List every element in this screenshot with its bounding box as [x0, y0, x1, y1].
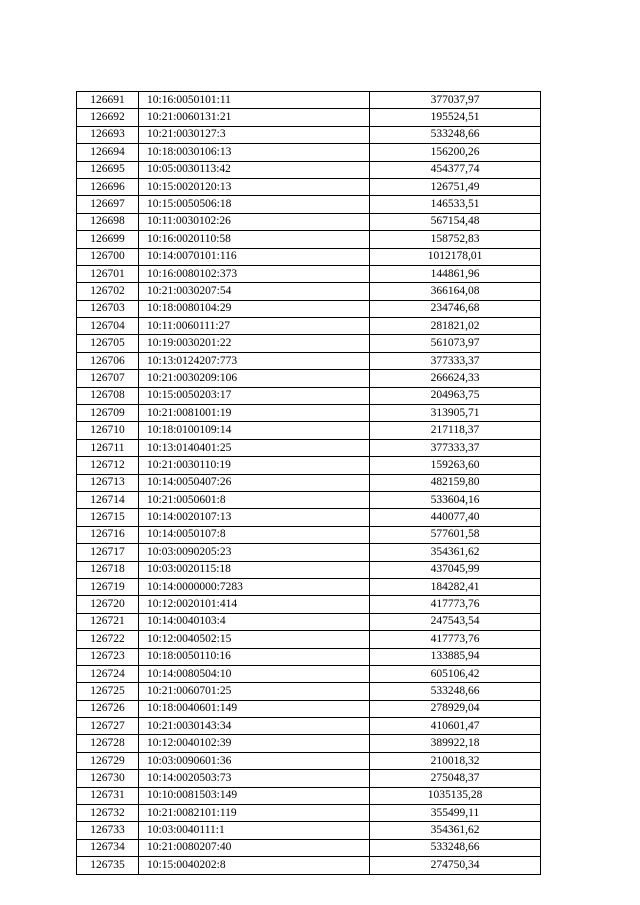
cadastral-number-cell: 10:05:0030113:42: [139, 161, 370, 178]
cadastral-number-cell: 10:21:0030110:19: [139, 457, 370, 474]
cadastral-value-cell: 266624,33: [370, 370, 541, 387]
cadastral-number-cell: 10:21:0080207:40: [139, 839, 370, 856]
cadastral-number-cell: 10:15:0050506:18: [139, 196, 370, 213]
table-row: [77, 387, 541, 404]
cadastral-value-cell: 377333,37: [370, 352, 541, 369]
cadastral-number-cell: 10:14:0040103:4: [139, 613, 370, 630]
row-number-cell: 126703: [77, 300, 139, 317]
row-number-cell: 126695: [77, 161, 139, 178]
row-number-cell: 126710: [77, 422, 139, 439]
cadastral-number-cell: 10:21:0030209:106: [139, 370, 370, 387]
cadastral-value-cell: 158752,83: [370, 231, 541, 248]
cadastral-number-cell: 10:16:0020110:58: [139, 231, 370, 248]
row-number-cell: 126713: [77, 474, 139, 491]
row-number-cell: 126730: [77, 770, 139, 787]
row-number-cell: 126714: [77, 491, 139, 508]
table-row: [77, 161, 541, 178]
cadastral-number-cell: 10:14:0020503:73: [139, 770, 370, 787]
row-number-cell: 126704: [77, 318, 139, 335]
table-row: [77, 561, 541, 578]
table-row: [77, 648, 541, 665]
cadastral-number-cell: 10:19:0030201:22: [139, 335, 370, 352]
table-row: [77, 109, 541, 126]
table-row: [77, 509, 541, 526]
cadastral-value-cell: 366164,08: [370, 283, 541, 300]
table-row: [77, 770, 541, 787]
cadastral-number-cell: 10:16:0050101:11: [139, 92, 370, 109]
cadastral-number-cell: 10:03:0090601:36: [139, 752, 370, 769]
row-number-cell: 126717: [77, 544, 139, 561]
table-row: [77, 596, 541, 613]
cadastral-value-cell: 437045,99: [370, 561, 541, 578]
table-body: [77, 92, 541, 875]
cadastral-value-cell: 567154,48: [370, 213, 541, 230]
cadastral-value-table: [76, 91, 541, 875]
table-row: [77, 318, 541, 335]
cadastral-value-cell: 605106,42: [370, 665, 541, 682]
table-row: [77, 683, 541, 700]
cadastral-number-cell: 10:15:0020120:13: [139, 178, 370, 195]
row-number-cell: 126693: [77, 126, 139, 143]
row-number-cell: 126716: [77, 526, 139, 543]
table-row: [77, 631, 541, 648]
row-number-cell: 126723: [77, 648, 139, 665]
table-row: [77, 283, 541, 300]
cadastral-number-cell: 10:18:0050110:16: [139, 648, 370, 665]
cadastral-number-cell: 10:21:0060131:21: [139, 109, 370, 126]
table-row: [77, 335, 541, 352]
cadastral-number-cell: 10:21:0030207:54: [139, 283, 370, 300]
cadastral-number-cell: 10:14:0050107:8: [139, 526, 370, 543]
row-number-cell: 126701: [77, 265, 139, 282]
row-number-cell: 126709: [77, 405, 139, 422]
cadastral-number-cell: 10:12:0040102:39: [139, 735, 370, 752]
table-row: [77, 144, 541, 161]
table-row: [77, 439, 541, 456]
row-number-cell: 126691: [77, 92, 139, 109]
cadastral-value-cell: 1012178,01: [370, 248, 541, 265]
row-number-cell: 126696: [77, 178, 139, 195]
cadastral-value-cell: 577601,58: [370, 526, 541, 543]
row-number-cell: 126729: [77, 752, 139, 769]
table-row: [77, 665, 541, 682]
cadastral-value-cell: 204963,75: [370, 387, 541, 404]
row-number-cell: 126732: [77, 805, 139, 822]
cadastral-value-cell: 533248,66: [370, 683, 541, 700]
table-row: [77, 126, 541, 143]
row-number-cell: 126706: [77, 352, 139, 369]
table-row: [77, 248, 541, 265]
cadastral-value-cell: 133885,94: [370, 648, 541, 665]
cadastral-number-cell: 10:11:0030102:26: [139, 213, 370, 230]
table-row: [77, 718, 541, 735]
cadastral-value-cell: 355499,11: [370, 805, 541, 822]
cadastral-value-cell: 184282,41: [370, 578, 541, 595]
cadastral-value-cell: 1035135,28: [370, 787, 541, 804]
table-row: [77, 822, 541, 839]
cadastral-number-cell: 10:11:0060111:27: [139, 318, 370, 335]
cadastral-value-cell: 146533,51: [370, 196, 541, 213]
cadastral-value-cell: 354361,62: [370, 822, 541, 839]
cadastral-value-cell: 217118,37: [370, 422, 541, 439]
cadastral-number-cell: 10:12:0040502:15: [139, 631, 370, 648]
row-number-cell: 126707: [77, 370, 139, 387]
table-row: [77, 265, 541, 282]
cadastral-number-cell: 10:21:0030127:3: [139, 126, 370, 143]
cadastral-number-cell: 10:03:0040111:1: [139, 822, 370, 839]
cadastral-number-cell: 10:14:0000000:7283: [139, 578, 370, 595]
cadastral-value-cell: 274750,34: [370, 857, 541, 874]
row-number-cell: 126694: [77, 144, 139, 161]
cadastral-value-cell: 281821,02: [370, 318, 541, 335]
cadastral-value-cell: 417773,76: [370, 596, 541, 613]
cadastral-value-cell: 561073,97: [370, 335, 541, 352]
cadastral-value-cell: 159263,60: [370, 457, 541, 474]
cadastral-value-cell: 482159,80: [370, 474, 541, 491]
table-row: [77, 213, 541, 230]
table-row: [77, 352, 541, 369]
cadastral-number-cell: 10:21:0081001:19: [139, 405, 370, 422]
cadastral-number-cell: 10:21:0030143:34: [139, 718, 370, 735]
cadastral-number-cell: 10:18:0080104:29: [139, 300, 370, 317]
cadastral-value-cell: 156200,26: [370, 144, 541, 161]
table-row: [77, 839, 541, 856]
cadastral-number-cell: 10:15:0040202:8: [139, 857, 370, 874]
row-number-cell: 126702: [77, 283, 139, 300]
row-number-cell: 126715: [77, 509, 139, 526]
row-number-cell: 126711: [77, 439, 139, 456]
row-number-cell: 126728: [77, 735, 139, 752]
row-number-cell: 126727: [77, 718, 139, 735]
cadastral-number-cell: 10:21:0082101:119: [139, 805, 370, 822]
cadastral-value-cell: 440077,40: [370, 509, 541, 526]
row-number-cell: 126705: [77, 335, 139, 352]
cadastral-value-cell: 247543,54: [370, 613, 541, 630]
row-number-cell: 126731: [77, 787, 139, 804]
table-row: [77, 405, 541, 422]
cadastral-number-cell: 10:12:0020101:414: [139, 596, 370, 613]
table-row: [77, 526, 541, 543]
table-row: [77, 370, 541, 387]
cadastral-value-cell: 210018,32: [370, 752, 541, 769]
cadastral-value-cell: 410601,47: [370, 718, 541, 735]
cadastral-value-cell: 533248,66: [370, 126, 541, 143]
cadastral-number-cell: 10:13:0140401:25: [139, 439, 370, 456]
row-number-cell: 126735: [77, 857, 139, 874]
row-number-cell: 126697: [77, 196, 139, 213]
table-row: [77, 196, 541, 213]
table-row: [77, 805, 541, 822]
cadastral-number-cell: 10:14:0070101:116: [139, 248, 370, 265]
table-row: [77, 300, 541, 317]
cadastral-value-cell: 313905,71: [370, 405, 541, 422]
row-number-cell: 126722: [77, 631, 139, 648]
row-number-cell: 126718: [77, 561, 139, 578]
row-number-cell: 126712: [77, 457, 139, 474]
table-row: [77, 700, 541, 717]
cadastral-value-cell: 389922,18: [370, 735, 541, 752]
table-row: [77, 735, 541, 752]
table-row: [77, 422, 541, 439]
cadastral-number-cell: 10:21:0050601:8: [139, 491, 370, 508]
cadastral-number-cell: 10:03:0090205:23: [139, 544, 370, 561]
cadastral-number-cell: 10:18:0040601:149: [139, 700, 370, 717]
row-number-cell: 126692: [77, 109, 139, 126]
cadastral-number-cell: 10:13:0124207:773: [139, 352, 370, 369]
cadastral-number-cell: 10:18:0100109:14: [139, 422, 370, 439]
cadastral-value-cell: 234746,68: [370, 300, 541, 317]
cadastral-number-cell: 10:14:0050407:26: [139, 474, 370, 491]
cadastral-value-cell: 454377,74: [370, 161, 541, 178]
row-number-cell: 126721: [77, 613, 139, 630]
row-number-cell: 126719: [77, 578, 139, 595]
cadastral-number-cell: 10:18:0030106:13: [139, 144, 370, 161]
table-row: [77, 578, 541, 595]
table-row: [77, 92, 541, 109]
row-number-cell: 126734: [77, 839, 139, 856]
row-number-cell: 126724: [77, 665, 139, 682]
table-row: [77, 491, 541, 508]
table-row: [77, 613, 541, 630]
cadastral-value-cell: 354361,62: [370, 544, 541, 561]
cadastral-number-cell: 10:21:0060701:25: [139, 683, 370, 700]
cadastral-value-cell: 278929,04: [370, 700, 541, 717]
table-row: [77, 787, 541, 804]
row-number-cell: 126726: [77, 700, 139, 717]
cadastral-number-cell: 10:14:0080504:10: [139, 665, 370, 682]
row-number-cell: 126720: [77, 596, 139, 613]
row-number-cell: 126708: [77, 387, 139, 404]
cadastral-number-cell: 10:16:0080102:373: [139, 265, 370, 282]
row-number-cell: 126698: [77, 213, 139, 230]
cadastral-value-cell: 377037,97: [370, 92, 541, 109]
cadastral-value-cell: 126751,49: [370, 178, 541, 195]
cadastral-number-cell: 10:10:0081503:149: [139, 787, 370, 804]
table-row: [77, 474, 541, 491]
cadastral-value-cell: 377333,37: [370, 439, 541, 456]
cadastral-number-cell: 10:14:0020107:13: [139, 509, 370, 526]
cadastral-number-cell: 10:15:0050203:17: [139, 387, 370, 404]
cadastral-value-cell: 195524,51: [370, 109, 541, 126]
cadastral-value-cell: 144861,96: [370, 265, 541, 282]
cadastral-value-cell: 533248,66: [370, 839, 541, 856]
row-number-cell: 126699: [77, 231, 139, 248]
table-row: [77, 457, 541, 474]
row-number-cell: 126725: [77, 683, 139, 700]
table-row: [77, 752, 541, 769]
table-row: [77, 231, 541, 248]
cadastral-value-cell: 533604,16: [370, 491, 541, 508]
table-row: [77, 544, 541, 561]
cadastral-value-cell: 417773,76: [370, 631, 541, 648]
row-number-cell: 126733: [77, 822, 139, 839]
table-row: [77, 857, 541, 874]
cadastral-number-cell: 10:03:0020115:18: [139, 561, 370, 578]
cadastral-value-cell: 275048,37: [370, 770, 541, 787]
table-row: [77, 178, 541, 195]
row-number-cell: 126700: [77, 248, 139, 265]
